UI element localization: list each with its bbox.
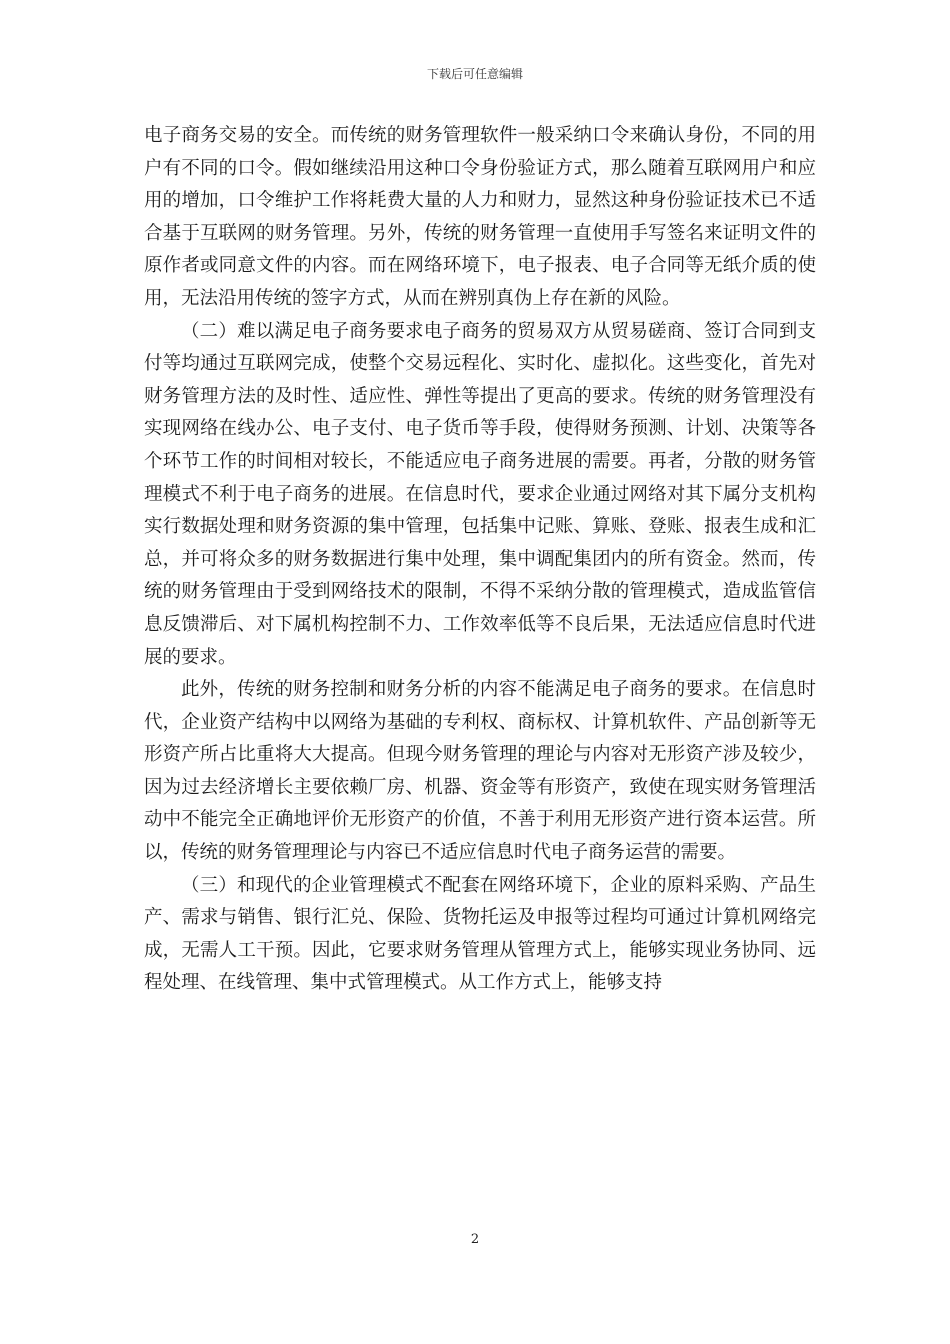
paragraph-continuation: 电子商务交易的安全。而传统的财务管理软件一般采纳口令来确认身份，不同的用户有不同的口令。假如继续沿用这种口令身份验证方式，那么随着互联网用户和应用的增加，口令维护工作将耗费大量的人力和财力，显然这种身份验证技术已不适合基于互联网的财务管理。另外，传统的财务管理一直使用手写签名来证明文件的原作者或同意文件的内容。而在网络环境下，电子报表、电子合同等无纸介质的使用，无法沿用传统的签字方式，从而在辨别真伪上存在新的风险。 [144, 125, 816, 309]
paragraph-section-three: （三）和现代的企业管理模式不配套在网络环境下，企业的原料采购、产品生产、需求与销售、银行汇兑、保险、货物托运及申报等过程均可通过计算机网络完成，无需人工干预。因此，它要求财务管理从管理方式上，能够实现业务协同、远程处理、在线管理、集中式管理模式。从工作方式上，能够支持 [144, 874, 816, 994]
document-body [144, 120, 816, 1000]
page-header: 下载后可任意编辑 [426, 67, 523, 81]
paragraph-financial-control: 此外，传统的财务控制和财务分析的内容不能满足电子商务的要求。在信息时代，企业资产结构中以网络为基础的专利权、商标权、计算机软件、产品创新等无形资产所占比重将大大提高。但现今财务管理的理论与内容对无形资产涉及较少，因为过去经济增长主要依赖厂房、机器、资金等有形资产，致使在现实财务管理活动中不能完全正确地评价无形资产的价值，不善于利用无形资产进行资本运营。所以，传统的财务管理理论与内容已不适应信息时代电子商务运营的需要。 [144, 679, 816, 864]
paragraph-section-two: （二）难以满足电子商务要求电子商务的贸易双方从贸易磋商、签订合同到支付等均通过互联网完成，使整个交易远程化、实时化、虚拟化。这些变化，首先对财务管理方法的及时性、适应性、弹性等提出了更高的要求。传统的财务管理没有实现网络在线办公、电子支付、电子货币等手段，使得财务预测、计划、决策等各个环节工作的时间相对较长，不能适应电子商务进展的需要。再者，分散的财务管理模式不利于电子商务的进展。在信息时代，要求企业通过网络对其下属分支机构实行数据处理和财务资源的集中管理，包括集中记账、算账、登账、报表生成和汇总，并可将众多的财务数据进行集中处理，集中调配集团内的所有资金。然而，传统的财务管理由于受到网络技术的限制，不得不采纳分散的管理模式，造成监管信息反馈滞后、对下属机构控制不力、工作效率低等不良后果，无法适应信息时代进展的要求。 [144, 320, 816, 668]
page-number: 2 [470, 1232, 480, 1247]
